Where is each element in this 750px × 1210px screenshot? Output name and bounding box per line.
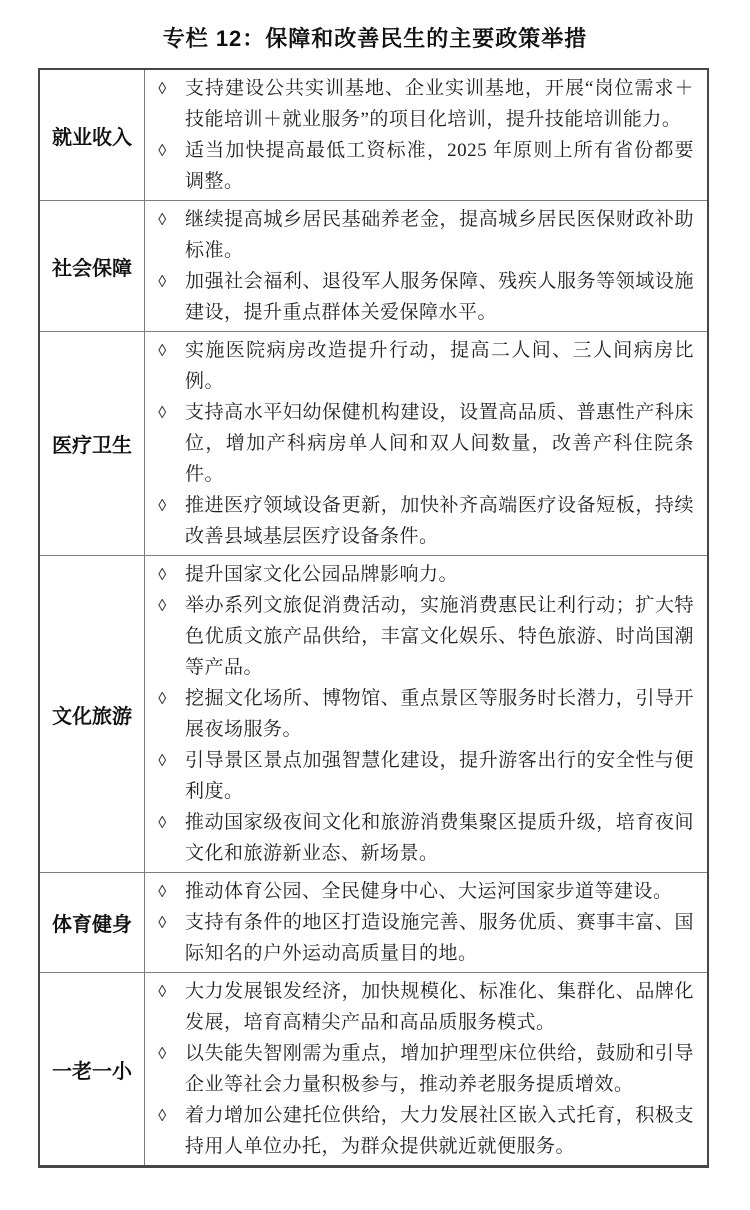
diamond-bullet-icon: ◊: [158, 403, 167, 422]
policy-item-text: 支持建设公共实训基地、企业实训基地，开展“岗位需求＋技能培训＋就业服务”的项目化培训，提升技能培训能力。: [185, 78, 694, 130]
diamond-bullet-icon: ◊: [158, 751, 167, 770]
table-row: [40, 972, 707, 1165]
policy-item: [145, 490, 694, 552]
policy-items-cell: [145, 973, 707, 1165]
category-cell: 一老一小: [40, 973, 145, 1165]
diamond-bullet-icon: ◊: [158, 913, 167, 932]
diamond-bullet-icon: ◊: [158, 689, 167, 708]
diamond-bullet-icon: ◊: [158, 79, 167, 98]
policy-item: [145, 876, 694, 907]
policy-item: [145, 559, 694, 590]
policy-item: [145, 1100, 694, 1162]
policy-item: [145, 807, 694, 869]
policy-item: [145, 204, 694, 266]
diamond-bullet-icon: ◊: [158, 341, 167, 360]
diamond-bullet-icon: ◊: [158, 882, 167, 901]
policy-item-text: 着力增加公建托位供给，大力发展社区嵌入式托育，积极支持用人单位办托，为群众提供就近就便服务。: [185, 1105, 694, 1157]
page-title: 专栏 12：保障和改善民生的主要政策举措: [162, 26, 588, 51]
policy-item: [145, 73, 694, 135]
policy-item: [145, 976, 694, 1038]
policy-item: [145, 397, 694, 490]
policy-item-text: 大力发展银发经济，加快规模化、标准化、集群化、品牌化发展，培育高精尖产品和高品质服务模式。: [185, 981, 694, 1033]
policy-items-cell: [145, 873, 707, 972]
diamond-bullet-icon: ◊: [158, 1044, 167, 1063]
table-row: [40, 331, 707, 555]
table-row: [40, 872, 707, 972]
policy-item-text: 加强社会福利、退役军人服务保障、残疾人服务等领域设施建设，提升重点群体关爱保障水平。: [185, 271, 694, 323]
diamond-bullet-icon: ◊: [158, 210, 167, 229]
policy-items-cell: [145, 332, 707, 555]
category-cell: 文化旅游: [40, 556, 145, 872]
policy-item-text: 引导景区景点加强智慧化建设，提升游客出行的安全性与便利度。: [185, 750, 694, 802]
policy-item-text: 推动体育公园、全民健身中心、大运河国家步道等建设。: [185, 881, 673, 902]
diamond-bullet-icon: ◊: [158, 565, 167, 584]
policy-item: [145, 335, 694, 397]
policy-items-cell: [145, 556, 707, 872]
table-row: [40, 200, 707, 331]
policy-item-text: 继续提高城乡居民基础养老金，提高城乡居民医保财政补助标准。: [185, 209, 694, 261]
table-row: [40, 555, 707, 872]
diamond-bullet-icon: ◊: [158, 1106, 167, 1125]
policy-item-text: 以失能失智刚需为重点，增加护理型床位供给，鼓励和引导企业等社会力量积极参与，推动养老服务提质增效。: [185, 1043, 694, 1095]
policy-item-text: 挖掘文化场所、博物馆、重点景区等服务时长潜力，引导开展夜场服务。: [185, 688, 694, 740]
policy-item: [145, 745, 694, 807]
policy-item: [145, 683, 694, 745]
policy-item-text: 支持高水平妇幼保健机构建设，设置高品质、普惠性产科床位，增加产科病房单人间和双人间数量，改善产科住院条件。: [185, 402, 694, 485]
policy-item-text: 举办系列文旅促消费活动，实施消费惠民让利行动；扩大特色优质文旅产品供给，丰富文化娱乐、特色旅游、时尚国潮等产品。: [185, 595, 694, 678]
category-cell: 体育健身: [40, 873, 145, 972]
diamond-bullet-icon: ◊: [158, 813, 167, 832]
policy-item: [145, 590, 694, 683]
policy-measures-table: [38, 68, 709, 1168]
policy-item-text: 适当加快提高最低工资标准，2025 年原则上所有省份都要调整。: [185, 140, 694, 192]
policy-item-text: 提升国家文化公园品牌影响力。: [185, 564, 459, 585]
category-cell: 社会保障: [40, 201, 145, 331]
table-row: [40, 70, 707, 200]
category-cell: 就业收入: [40, 70, 145, 200]
policy-item: [145, 1038, 694, 1100]
policy-item: [145, 907, 694, 969]
diamond-bullet-icon: ◊: [158, 496, 167, 515]
policy-items-cell: [145, 201, 707, 331]
policy-item-text: 支持有条件的地区打造设施完善、服务优质、赛事丰富、国际知名的户外运动高质量目的地。: [185, 912, 694, 964]
diamond-bullet-icon: ◊: [158, 982, 167, 1001]
policy-item-text: 推动国家级夜间文化和旅游消费集聚区提质升级，培育夜间文化和旅游新业态、新场景。: [185, 812, 694, 864]
category-cell: 医疗卫生: [40, 332, 145, 555]
policy-item: [145, 135, 694, 197]
policy-items-cell: [145, 70, 707, 200]
policy-item-text: 实施医院病房改造提升行动，提高二人间、三人间病房比例。: [185, 340, 694, 392]
policy-item: [145, 266, 694, 328]
diamond-bullet-icon: ◊: [158, 141, 167, 160]
policy-item-text: 推进医疗领域设备更新，加快补齐高端医疗设备短板，持续改善县域基层医疗设备条件。: [185, 495, 694, 547]
diamond-bullet-icon: ◊: [158, 596, 167, 615]
diamond-bullet-icon: ◊: [158, 272, 167, 291]
